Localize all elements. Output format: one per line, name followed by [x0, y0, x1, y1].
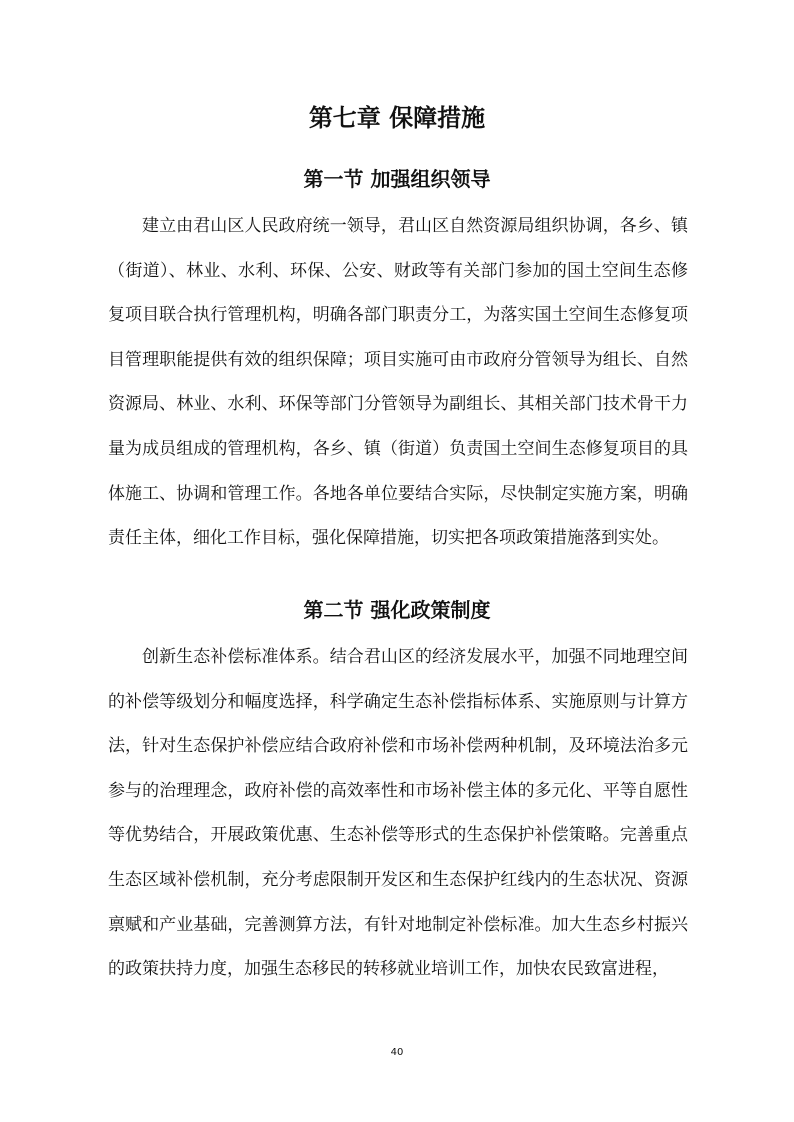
- page-number: 40: [390, 1047, 404, 1058]
- section-paragraph-policy: 创新生态补偿标准体系。结合君山区的经济发展水平，加强不同地理空间的补偿等级划分和幅度选择，科学确定生态补偿指标体系、实施原则与计算方法，针对生态保护补偿应结合政府补偿和市场补偿两种机制，及环境法治多元参与的治理理念，政府补偿的高效率性和市场补偿主体的多元化、平等自愿性等优势结合，开展政策优惠、生态补偿等形式的生态保护补偿策略。完善重点生态区域补偿机制，充分考虑限制开发区和生态保护红线内的生态状况、资源禀赋和产业基础，完善测算方法，有针对地制定补偿标准。加大生态乡村振兴的政策扶持力度，加强生态移民的转移就业培训工作，加快农民致富进程，: [108, 647, 688, 980]
- section-title-organization: 第一节 加强组织领导: [303, 167, 491, 191]
- chapter-title: 第七章 保障措施: [308, 104, 486, 132]
- section-paragraph-organization: 建立由君山区人民政府统一领导，君山区自然资源局组织协调，各乡、镇（街道）、林业、水利、环保、公安、财政等有关部门参加的国土空间生态修复项目联合执行管理机构，明确各部门职责分工，为落实国土空间生态修复项目管理职能提供有效的组织保障；项目实施可由市政府分管领导为组长、自然资源局、林业、水利、环保等部门分管领导为副组长、其相关部门技术骨干力量为成员组成的管理机构，各乡、镇（街道）负责国土空间生态修复项目的具体施工、协调和管理工作。各地各单位要结合实际，尽快制定实施方案，明确责任主体，细化工作目标，强化保障措施，切实把各项政策措施落到实处。: [108, 216, 688, 549]
- section-title-policy: 第二节 强化政策制度: [303, 598, 491, 622]
